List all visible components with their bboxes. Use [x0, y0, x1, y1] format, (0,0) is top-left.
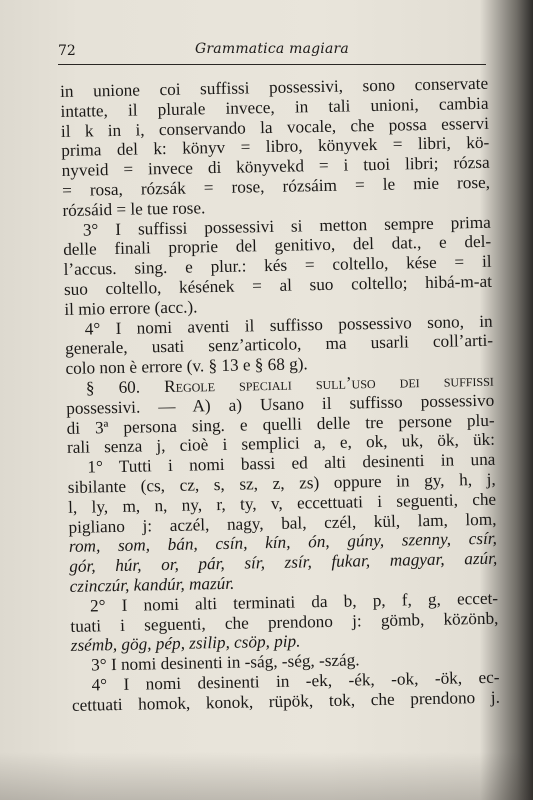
- text-line: 3° I suffissi possessivi si metton sempre prima: [82, 212, 491, 240]
- text-line: il k in i, conservando la vocale, che possa esservi: [60, 113, 490, 141]
- text-line: 4° I nomi desinenti in -ek, -ék, -ok, -ök, ec-: [91, 667, 500, 695]
- text-line: cettuati homok, konok, rüpök, tok, che prendono j.: [71, 687, 501, 715]
- text-line: suo coltello, késének = al suo coltello; hibá-m-at: [63, 271, 493, 299]
- text-line: gór, húr, or, pár, sír, zsír, fukar, magyar, azúr,: [69, 548, 498, 577]
- text-line: zsémb, gög, pép, zsilip, csöp, pip.: [70, 631, 301, 656]
- text-line: intatte, il plurale invece, in tali unioni, cambia: [60, 93, 489, 121]
- text-line: rom, som, bán, csín, kín, ón, gúny, szenny, csír,: [68, 529, 498, 557]
- text-line: colo non è errore (v. § 13 e § 68 g).: [65, 354, 308, 379]
- section-heading-line: § 60. Regole speciali sull’uso dei suffissi: [85, 370, 494, 398]
- text-line: il mio errore (acc.).: [64, 297, 198, 319]
- text-line: delle finali proprie del genitivo, del dat., e del-: [63, 232, 492, 260]
- page-header: [58, 40, 486, 65]
- text-line: nyveid = invece di könyvekd = i tuoi libri; rózsa: [61, 152, 490, 181]
- text-line: 3° I nomi desinenti in -ság, -ség, -szág.: [91, 650, 360, 675]
- text-line: czinczúr, kandúr, mazúr.: [69, 573, 235, 596]
- text-line: l’accus. sing. e plur.: kés = coltello, kése = il: [63, 251, 492, 280]
- text-line: possessivi. — A) a) Usano il suffisso possessivo: [66, 390, 495, 418]
- text-line: di 3ª persona sing. e quelli delle tre persone plu-: [66, 410, 495, 438]
- text-line: rali senza j, cioè i semplici a, e, ok, uk, ök, ük:: [66, 430, 496, 458]
- text-line: = rosa, rózsák = rose, rózsáim = le mie rose,: [61, 172, 491, 200]
- text-line: 4° I nomi aventi il suffisso possessivo sono, in: [84, 311, 493, 339]
- text-line: generale, usati senz’articolo, ma usarli coll’arti-: [64, 331, 494, 359]
- text-line: prima del k: könyv = libro, könyvek = libri, kö-: [61, 133, 490, 161]
- text-line: in unione coi suffissi possessivi, sono conservate: [60, 73, 489, 101]
- body-text: [60, 74, 500, 716]
- text-line: rózsáid = le tue rose.: [62, 198, 206, 220]
- text-line: l, ly, m, n, ny, r, ty, v, eccettuati i seguenti, che: [67, 489, 497, 517]
- text-line: 1° Tutti i nomi bassi ed alti desinenti in una: [87, 449, 496, 477]
- page-number: 72: [58, 43, 76, 59]
- running-title: Grammatica magiara: [195, 41, 349, 57]
- text-line: 2° I nomi alti terminati da b, p, f, g, eccet-: [89, 588, 499, 616]
- text-line: sibilante (cs, cz, s, sz, z, zs) oppure in gy, h, j,: [67, 469, 496, 497]
- text-line: pigliano j: aczél, nagy, bal, czél, kül, lam, lom,: [68, 509, 497, 537]
- text-line: tuati i seguenti, che prendono j: gömb, közönb,: [70, 608, 499, 636]
